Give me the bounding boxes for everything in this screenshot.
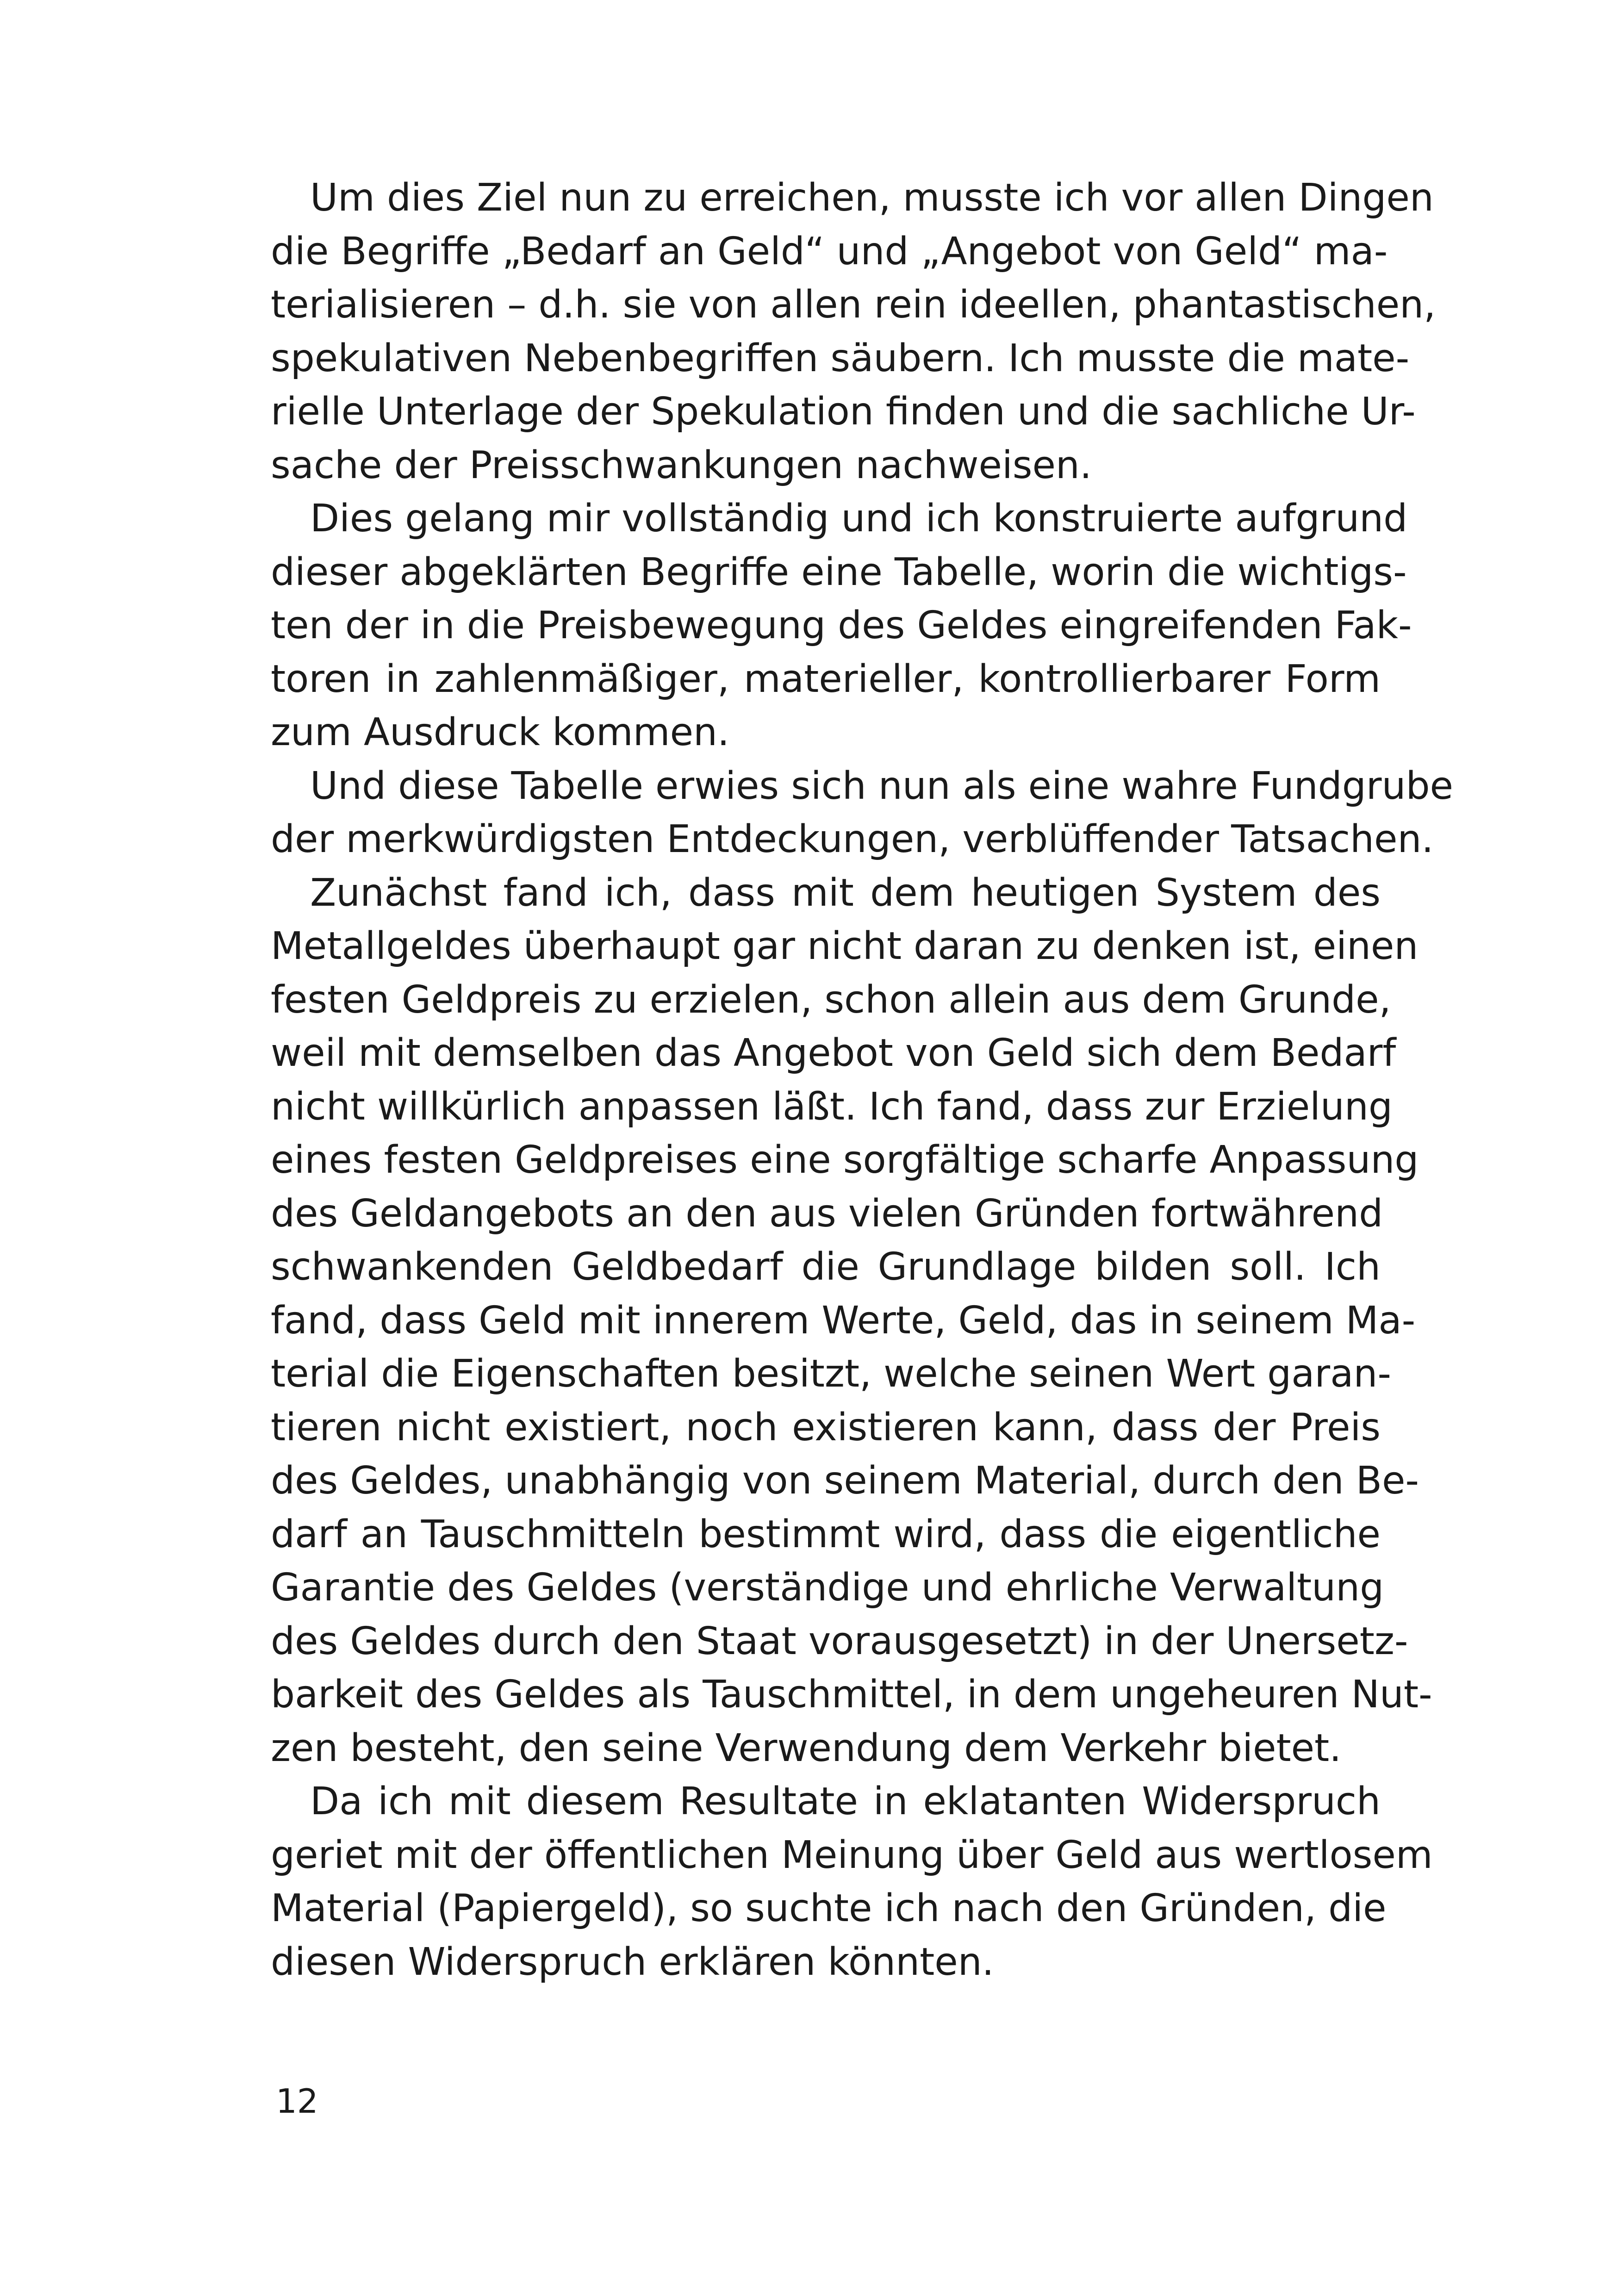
text-line: ten der in die Preisbewegung des Geldes eingreifenden Fak- [271, 604, 1412, 647]
text-line: zum Ausdruck kommen. [271, 710, 730, 754]
text-line: festen Geldpreis zu erzielen, schon allein aus dem Grunde, [271, 977, 1391, 1022]
text-line: spekulativen Nebenbegriffen säubern. Ich musste die mate- [271, 336, 1410, 380]
text-line: Garantie des Geldes (verständige und ehrliche Verwaltung [271, 1566, 1384, 1610]
paragraph [271, 1775, 1433, 1989]
text-line: Zunächst fand ich, dass mit dem heutigen System des [310, 871, 1381, 915]
text-line: toren in zahlenmäßiger, materieller, kontrollierbarer Form [271, 657, 1381, 701]
paragraph [271, 492, 1412, 759]
text-line: Material (Papiergeld), so suchte ich nach den Gründen, die [271, 1886, 1387, 1930]
text-line: rielle Unterlage der Spekulation finden und die sachliche Ur- [271, 390, 1416, 434]
text-line: fand, dass Geld mit innerem Werte, Geld, das in seinem Ma- [271, 1298, 1416, 1343]
text-line: weil mit demselben das Angebot von Geld sich dem Bedarf [271, 1031, 1396, 1075]
text-line: Dies gelang mir vollständig und ich konstruierte aufgrund [310, 497, 1408, 541]
text-line: terialisieren – d.h. sie von allen rein ideellen, phantastischen, [271, 283, 1436, 327]
text-line: diesen Widerspruch erklären könnten. [271, 1940, 994, 1984]
text-line: schwankenden Geldbedarf die Grundlage bilden soll. Ich [271, 1245, 1381, 1289]
text-line: Und diese Tabelle erwies sich nun als eine wahre Fundgrube [310, 764, 1453, 808]
text-line: nicht willkürlich anpassen läßt. Ich fand, dass zur Erzielung [271, 1084, 1393, 1129]
text-line: die Begriffe „Bedarf an Geld“ und „Angebot von Geld“ ma- [271, 229, 1388, 274]
paragraph [271, 759, 1453, 866]
text-line: terial die Eigenschaften besitzt, welche seinen Wert garan- [271, 1352, 1391, 1396]
text-line: des Geldangebots an den aus vielen Gründen fortwährend [271, 1191, 1383, 1236]
text-line: des Geldes durch den Staat vorausgesetzt) in der Unersetz- [271, 1619, 1408, 1663]
text-line: zen besteht, den seine Verwendung dem Verkehr bietet. [271, 1726, 1342, 1770]
text-line: des Geldes, unabhängig von seinem Material, durch den Be- [271, 1459, 1419, 1503]
text-line: sache der Preisschwankungen nachweisen. [271, 443, 1092, 487]
text-line: der merkwürdigsten Entdeckungen, verblüffender Tatsachen. [271, 817, 1434, 861]
text-line: darf an Tauschmitteln bestimmt wird, dass die eigentliche [271, 1512, 1381, 1556]
text-line: Metallgeldes überhaupt gar nicht daran zu denken ist, einen [271, 924, 1419, 968]
text-line: dieser abgeklärten Begriffe eine Tabelle, worin die wichtigs- [271, 550, 1407, 594]
text-line: eines festen Geldpreises eine sorgfältige scharfe Anpassung [271, 1138, 1419, 1182]
paragraph [271, 866, 1432, 1775]
text-line: Um dies Ziel nun zu erreichen, musste ich vor allen Dingen [310, 176, 1434, 220]
text-line: tieren nicht existiert, noch existieren kann, dass der Preis [271, 1405, 1381, 1450]
text-line: barkeit des Geldes als Tauschmittel, in dem ungeheuren Nut- [271, 1673, 1432, 1717]
paragraph [271, 171, 1436, 492]
page-number: 12 [276, 2082, 318, 2121]
text-line: geriet mit der öffentlichen Meinung über Geld aus wertlosem [271, 1833, 1433, 1877]
body-text [271, 171, 1453, 1989]
text-line: Da ich mit diesem Resultate in eklatanten Widerspruch [310, 1780, 1381, 1823]
